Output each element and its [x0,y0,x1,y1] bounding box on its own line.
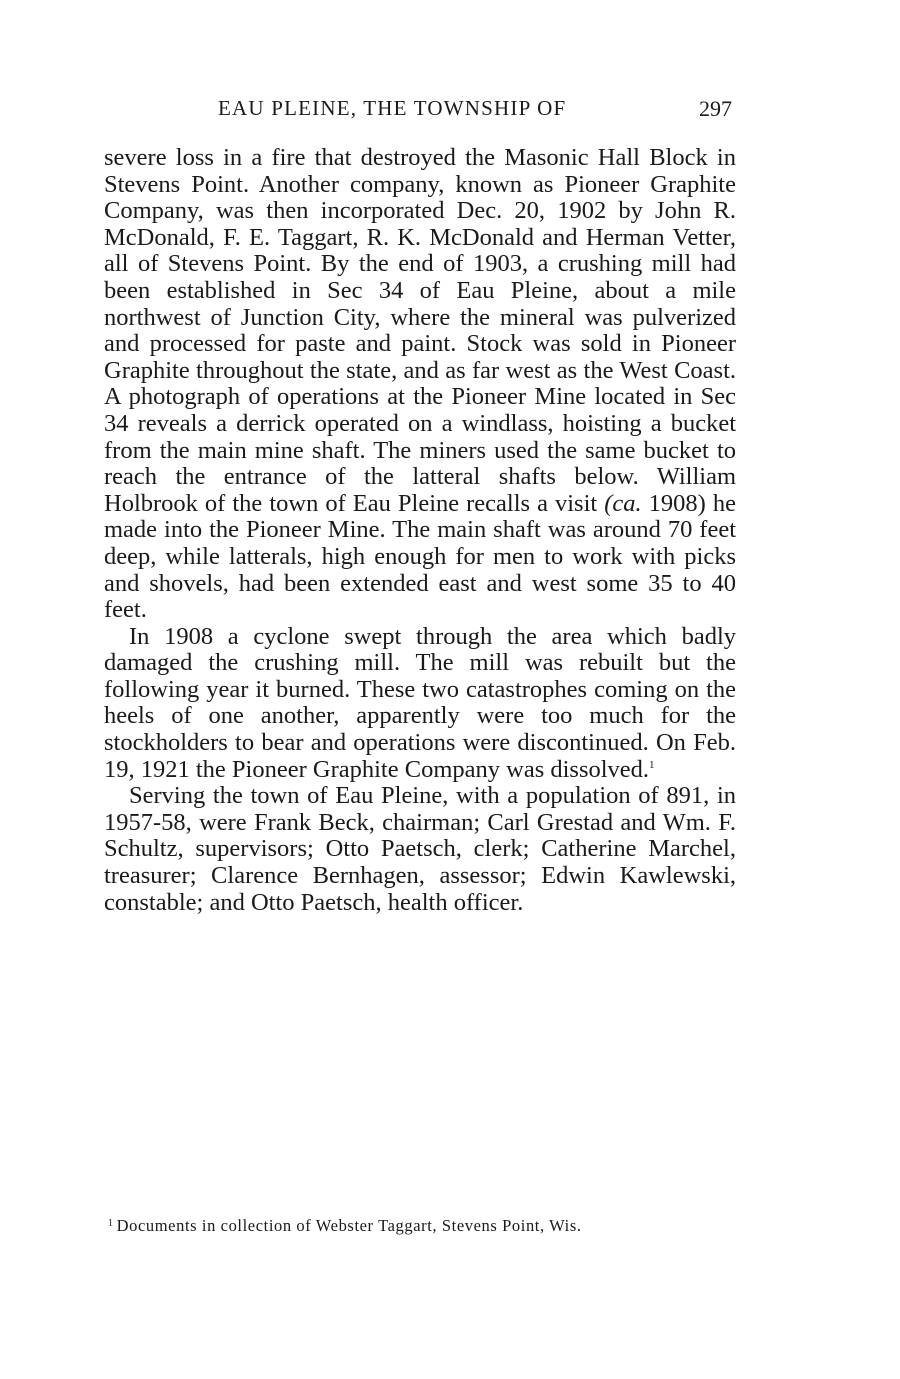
page-number: 297 [699,96,732,121]
paragraph-text: Serving the town of Eau Pleine, with a population of 891, in 1957-58, were Frank Beck, chairman; Carl Grestad and Wm. F. Schultz, supervisors; Otto Paetsch, clerk; Catherine Marchel, treasurer; Clarence Bernhagen, assessor; Edwin Kawlewski, constable; and Otto Paetsch, health officer. [104,782,736,916]
footnote-mark: 1 [108,1218,114,1229]
italic-abbreviation: (ca. [604,489,642,517]
paragraph-officers [104,783,736,916]
running-head-title: EAU PLEINE, THE TOWNSHIP OF [218,96,567,120]
footnote-reference: 1 [649,758,655,771]
paragraph-text: In 1908 a cyclone swept through the area which badly damaged the crushing mill. The mill was rebuilt but the following year it burned. These two catastrophes coming on the heels of one another, apparently were too much for the stockholders to bear and operations were discontinued. On Feb. 19, 1921 the Pioneer Graphite Company was dissolved. [104,622,736,783]
paragraph-cyclone [104,624,736,784]
footnote [108,1216,728,1236]
footnote-text: Documents in collection of Webster Taggart, Stevens Point, Wis. [116,1216,582,1235]
running-head [104,96,736,126]
body-text [104,145,736,916]
paragraph-continued [104,145,736,624]
paragraph-text: severe loss in a fire that destroyed the Masonic Hall Block in Stevens Point. Another company, known as Pioneer Graphite Company, was then incorporated Dec. 20, 1902 by John R. McDonald, F. E. Taggart, R. K. McDonald and Herman Vetter, all of Stevens Point. By the end of 1903, a crushing mill had been established in Sec 34 of Eau Pleine, about a mile northwest of Junction City, where the mineral was pulverized and processed for paste and paint. Stock was sold in Pioneer Graphite throughout the state, and as far west as the West Coast. A photograph of operations at the Pioneer Mine located in Sec 34 reveals a derrick operated on a windlass, hoisting a bucket from the main mine shaft. The miners used the same bucket to reach the entrance of the latteral shafts below. William Holbrook of the town of Eau Pleine recalls a visit [104,144,736,517]
paragraph-text-continued: 1908) he made into the Pioneer Mine. The main shaft was around 70 feet deep, while latterals, high enough for men to work with picks and shovels, had been extended east and west some 35 to 40 feet. [104,489,736,624]
